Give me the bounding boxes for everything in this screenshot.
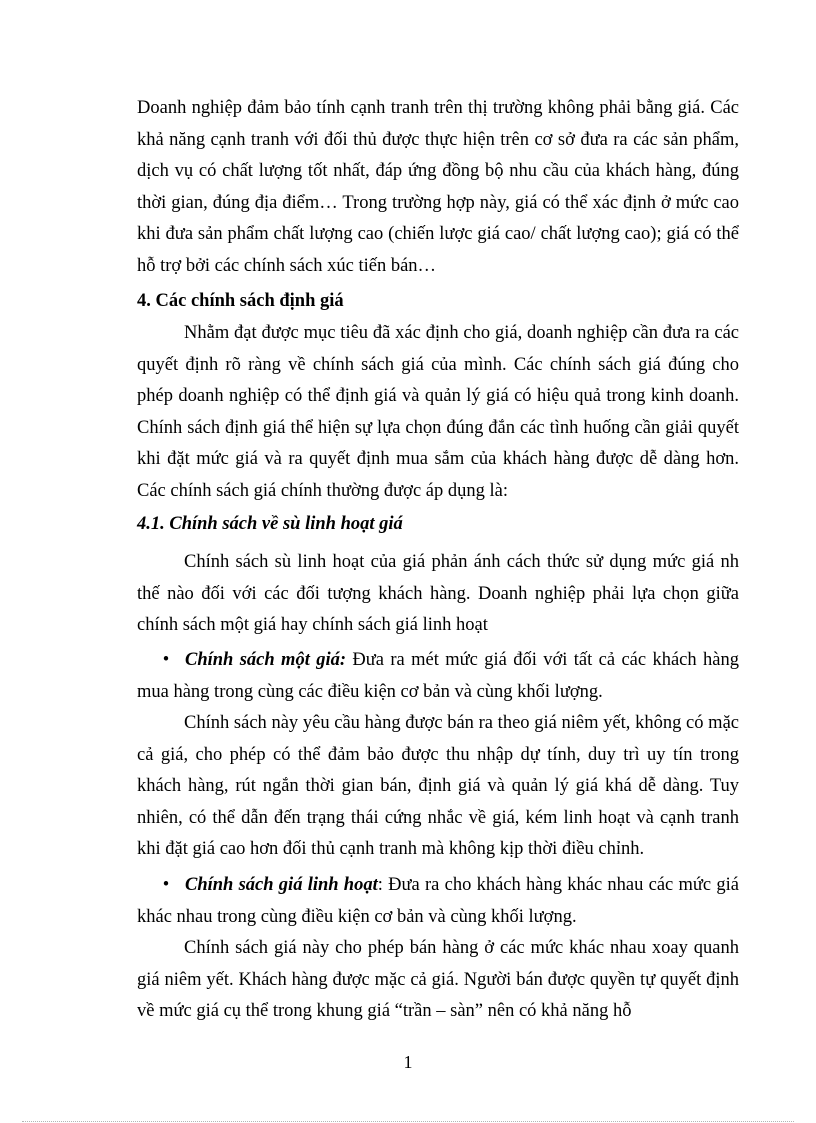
- section-4-1-heading: 4.1. Chính sách về sù linh hoạt giá: [137, 514, 403, 534]
- bullet-two-description: : Đưa ra cho khách hàng khác nhau các mức giá khác nhau trong cùng điều kiện cơ bản và cùng khối lượng.: [137, 875, 739, 927]
- bullet-two-text: [137, 870, 739, 933]
- bullet-two-term: Chính sách giá linh hoạt: [185, 875, 378, 895]
- bullet-icon: •: [162, 875, 170, 895]
- bullet-icon: •: [162, 650, 170, 670]
- page-number: 1: [403, 1052, 413, 1072]
- section-4-1-paragraph: Chính sách sù linh hoạt của giá phản ánh cách thức sử dụng mức giá nh thế nào đối với các đối tượng khách hàng. Doanh nghiệp phải lựa chọn giữa chính sách một giá hay chính sách giá linh hoạt: [137, 552, 739, 636]
- one-price-detail-paragraph: Chính sách này yêu cầu hàng được bán ra theo giá niêm yết, không có mặc cả giá, cho phép có thể đảm bảo được thu nhập dự tính, duy trì uy tín trong khách hàng, rút ngắn thời gian bán, định giá và quản lý giá khá dễ dàng. Tuy nhiên, có thể dẫn đến trạng thái cứng nhắc về giá, kém linh hoạt và cạnh tranh khi đặt giá cao hơn đối thủ cạnh tranh mà không kịp thời điều chỉnh.: [137, 713, 739, 860]
- bullet-one-price-policy: [137, 645, 739, 708]
- intro-paragraph: Doanh nghiệp đảm bảo tính cạnh tranh trên thị trường không phải bằng giá. Các khả năng cạnh tranh với đối thủ được thực hiện trên cơ sở đưa ra các sản phẩm, dịch vụ có chất lượng tốt nhất, đáp ứng đồng bộ nhu cầu của khách hàng, đúng thời gian, đúng địa điểm… Trong trường hợp này, giá có thể xác định ở mức cao khi đưa sản phẩm chất lượng cao (chiến lược giá cao/ chất lượng cao); giá có thể hỗ trợ bởi các chính sách xúc tiến bán…: [137, 98, 739, 276]
- bullet-one-text: [137, 645, 739, 708]
- flexible-price-detail-paragraph: Chính sách giá này cho phép bán hàng ở các mức khác nhau xoay quanh giá niêm yết. Khách hàng được mặc cả giá. Người bán được quyền tự quyết định về mức giá cụ thể trong khung giá “trần – sàn” nên có khả năng hỗ: [137, 938, 739, 1022]
- bullet-flexible-price-policy: [137, 870, 739, 933]
- section-4-paragraph: Nhằm đạt được mục tiêu đã xác định cho giá, doanh nghiệp cần đưa ra các quyết định rõ ràng về chính sách giá của mình. Các chính sách giá đúng cho phép doanh nghiệp có thể định giá và quản lý giá có hiệu quả trong kinh doanh. Chính sách định giá thể hiện sự lựa chọn đúng đắn các tình huống cần giải quyết khi đặt mức giá và ra quyết định mua sắm của khách hàng được dễ dàng hơn. Các chính sách giá chính thường được áp dụng là:: [137, 323, 739, 501]
- bullet-one-term: Chính sách một giá:: [185, 650, 347, 670]
- page-bottom-border: [22, 1121, 794, 1122]
- section-4-heading: 4. Các chính sách định giá: [137, 291, 344, 311]
- bullet-one-description: Đưa ra mét mức giá đối với tất cả các khách hàng mua hàng trong cùng các điều kiện cơ bản và cùng khối lượng.: [137, 650, 739, 702]
